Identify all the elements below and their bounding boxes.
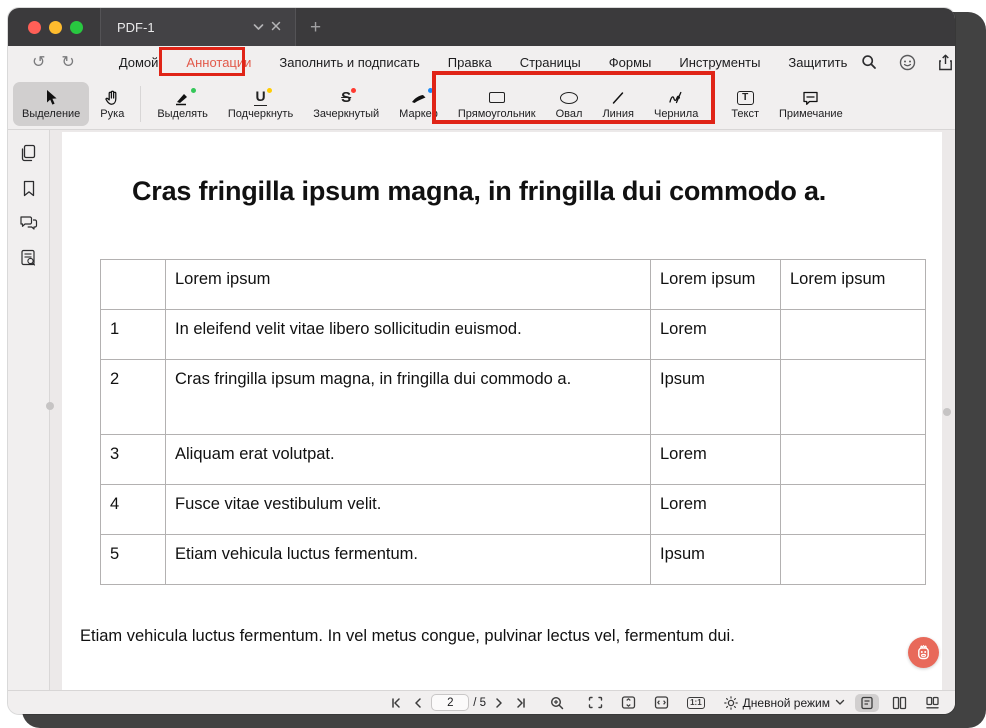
minimize-window-button[interactable]	[49, 21, 62, 34]
menu-item-home[interactable]: Домой	[118, 54, 159, 70]
next-page-button[interactable]	[490, 696, 509, 710]
chevron-down-icon	[835, 699, 845, 706]
document-heading: Cras fringilla ipsum magna, in fringilla dui commodo a.	[132, 176, 827, 206]
scrollbar-thumb[interactable]	[943, 408, 951, 416]
fit-width-icon[interactable]	[649, 694, 674, 711]
table-row	[101, 435, 926, 485]
day-mode-dropdown[interactable]	[724, 696, 845, 710]
sun-icon	[724, 696, 738, 710]
cursor-icon	[44, 88, 58, 107]
table-row	[101, 485, 926, 535]
day-mode-label: Дневной режим	[742, 695, 830, 710]
tab-close-icon[interactable]	[267, 20, 285, 34]
tab-title: PDF-1	[117, 19, 155, 35]
tab-chevron-down-icon[interactable]	[249, 20, 267, 34]
tool-marker[interactable]: Маркер	[390, 82, 447, 126]
close-window-button[interactable]	[28, 21, 41, 34]
table-row	[101, 310, 926, 360]
tool-select[interactable]: Выделение	[13, 82, 89, 126]
zoom-window-button[interactable]	[70, 21, 83, 34]
fit-height-icon[interactable]	[616, 694, 641, 711]
rectangle-icon	[489, 88, 505, 107]
table-cell: Ipsum	[651, 360, 781, 435]
actual-size-icon[interactable]: 1:1	[682, 695, 710, 711]
table-cell: Etiam vehicula luctus fermentum.	[166, 535, 651, 585]
page-total-label: / 5	[473, 696, 487, 709]
strikethrough-icon: S	[341, 88, 351, 107]
app-window	[8, 8, 955, 714]
menu-item-protect[interactable]: Защитить	[788, 54, 848, 70]
toolbar-divider	[714, 86, 715, 122]
traffic-lights	[28, 21, 83, 34]
main-area	[8, 130, 955, 690]
table-header-cell	[101, 260, 166, 310]
tool-rectangle[interactable]: Прямоугольник	[449, 82, 545, 126]
assistant-icon[interactable]	[899, 54, 916, 71]
search-icon[interactable]	[861, 54, 877, 70]
table-cell: 5	[101, 535, 166, 585]
statusbar	[8, 690, 955, 714]
pdf-page	[62, 132, 942, 690]
table-cell	[781, 435, 926, 485]
document-search-icon[interactable]	[20, 249, 37, 266]
document-tab[interactable]	[100, 8, 296, 46]
table-cell	[781, 535, 926, 585]
last-page-button[interactable]	[509, 696, 531, 710]
tool-underline[interactable]: U Подчеркнуть	[227, 88, 294, 120]
table-cell: Fusce vitae vestibulum velit.	[166, 485, 651, 535]
table-cell: 3	[101, 435, 166, 485]
redo-icon[interactable]: ↻	[61, 54, 75, 71]
table-cell	[781, 360, 926, 435]
highlighter-icon	[174, 88, 191, 107]
table-cell: 4	[101, 485, 166, 535]
hand-icon	[105, 88, 119, 107]
tool-strikeout[interactable]: S Зачеркнутый	[313, 89, 380, 120]
menu-tabs	[105, 49, 862, 76]
tool-note[interactable]: Примечание	[770, 82, 852, 126]
zoom-in-icon[interactable]	[545, 694, 569, 712]
tool-oval[interactable]: Овал	[547, 82, 592, 126]
first-page-button[interactable]	[386, 696, 408, 710]
table-cell	[781, 310, 926, 360]
table-cell	[781, 485, 926, 535]
previous-page-button[interactable]	[408, 696, 427, 710]
table-cell: In eleifend velit vitae libero sollicitudin euismod.	[166, 310, 651, 360]
comments-icon[interactable]	[19, 215, 38, 231]
tool-text[interactable]: T Текст	[722, 82, 768, 126]
table-cell: Lorem	[651, 485, 781, 535]
titlebar	[8, 8, 955, 46]
table-cell: Lorem	[651, 310, 781, 360]
text-box-icon: T	[737, 88, 754, 107]
annotation-toolbar	[8, 78, 955, 130]
ai-assistant-button[interactable]	[908, 637, 939, 668]
page-thumbnails-icon[interactable]	[20, 144, 37, 162]
line-icon	[611, 88, 625, 107]
table-row	[101, 360, 926, 435]
table-cell: Lorem	[651, 435, 781, 485]
sidebar-resize-handle[interactable]	[46, 402, 54, 410]
bookmarks-icon[interactable]	[22, 180, 36, 197]
two-page-view-button[interactable]	[887, 694, 912, 712]
table-row	[101, 535, 926, 585]
table-cell: Aliquam erat volutpat.	[166, 435, 651, 485]
tool-hand[interactable]: Рука	[91, 82, 133, 126]
menu-item-fill-sign[interactable]: Заполнить и подписать	[279, 54, 420, 70]
new-tab-button[interactable]: +	[310, 16, 322, 38]
table-header-row	[101, 260, 926, 310]
menubar	[8, 46, 955, 78]
table-cell: 2	[101, 360, 166, 435]
page-number-input[interactable]	[431, 694, 469, 711]
menu-item-edit[interactable]: Правка	[447, 54, 492, 70]
menu-item-forms[interactable]: Формы	[608, 54, 652, 70]
menu-item-pages[interactable]: Страницы	[519, 54, 581, 70]
document-paragraph: Etiam vehicula luctus fermentum. In vel metus congue, pulvinar lectus vel, fermentum dui.	[80, 627, 735, 646]
table-header-cell: Lorem ipsum	[651, 260, 781, 310]
share-icon[interactable]	[938, 54, 953, 71]
tool-line[interactable]: Линия	[593, 82, 643, 126]
history-controls	[32, 52, 75, 72]
table-cell: Ipsum	[651, 535, 781, 585]
underline-icon: U	[254, 88, 266, 107]
table-header-cell: Lorem ipsum	[781, 260, 926, 310]
tool-highlight[interactable]: Выделять	[148, 82, 217, 126]
table-header-cell: Lorem ipsum	[166, 260, 651, 310]
tool-ink[interactable]: Чернила	[645, 82, 707, 126]
oval-icon	[560, 88, 578, 107]
left-sidebar	[8, 130, 50, 690]
menubar-right-icons	[861, 54, 955, 71]
note-bubble-icon	[802, 88, 819, 107]
menu-item-tools[interactable]: Инструменты	[679, 54, 761, 70]
ink-scribble-icon	[667, 88, 685, 107]
marker-pen-icon	[410, 88, 428, 107]
toolbar-divider	[140, 86, 141, 122]
undo-icon[interactable]: ↺	[32, 54, 46, 71]
single-page-view-button[interactable]	[855, 694, 879, 712]
fit-screen-icon[interactable]	[583, 694, 608, 711]
horizontal-scroll-view-button[interactable]	[920, 694, 945, 712]
table-cell: Cras fringilla ipsum magna, in fringilla dui commodo a.	[166, 360, 651, 435]
table-cell: 1	[101, 310, 166, 360]
document-table	[100, 259, 926, 585]
robot-icon	[914, 643, 933, 662]
menu-item-annotations[interactable]: Аннотации	[186, 54, 252, 70]
